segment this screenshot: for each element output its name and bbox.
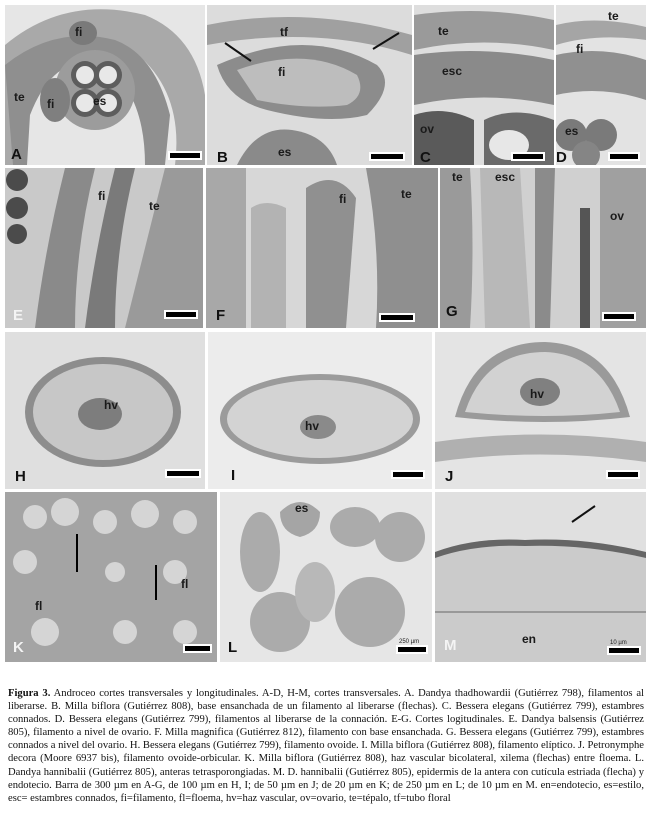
panel-a-label-fi-2: fi [47, 97, 55, 111]
panel-h-scale-bar [165, 469, 201, 478]
panel-h-label-hv: hv [104, 398, 119, 412]
panel-j [435, 332, 646, 489]
panel-k-scale-bar [183, 644, 212, 653]
panel-l-letter: L [228, 639, 238, 656]
panel-l-scale-bar [396, 645, 428, 654]
panel-i-letter: I [231, 467, 236, 484]
panel-b-label-fi: fi [278, 65, 286, 79]
panel-d-label-te: te [608, 9, 619, 23]
panel-g-letter: G [446, 303, 458, 320]
panel-m-scale-label: 10 µm [610, 640, 627, 646]
panel-c-letter: C [420, 149, 431, 165]
panel-a-label-es: es [93, 94, 107, 108]
panel-g-scale-bar [602, 312, 636, 321]
panel-j-label-hv: hv [530, 387, 545, 401]
panel-k [5, 492, 217, 662]
panel-b-scale-bar [369, 152, 405, 161]
panel-f [206, 168, 438, 328]
panel-d-scale-bar [608, 152, 640, 161]
panel-h [5, 332, 205, 489]
panel-d [556, 5, 646, 165]
panel-d-label-fi: fi [576, 42, 584, 56]
panel-m-letter: M [444, 637, 457, 654]
panel-g-label-esc: esc [495, 170, 516, 184]
panel-e-scale-bar [164, 310, 198, 319]
panel-a-letter: A [11, 146, 22, 163]
panel-e-letter: E [13, 307, 24, 324]
panel-c-label-ov: ov [420, 122, 435, 136]
panel-i-label-hv: hv [305, 419, 320, 433]
caption-label: Figura 3. [8, 688, 51, 699]
panel-e [5, 168, 203, 328]
panel-e-label-fi: fi [98, 189, 106, 203]
panel-c-label-te: te [438, 24, 449, 38]
panel-c [414, 5, 554, 165]
panel-k-label-fl-2: fl [181, 577, 189, 591]
panel-l [220, 492, 432, 662]
panel-h-letter: H [15, 468, 26, 485]
panel-g-label-te: te [452, 170, 463, 184]
panel-k-label-fl-1: fl [35, 599, 43, 613]
panel-b-letter: B [217, 149, 228, 165]
panel-c-scale-bar [511, 152, 545, 161]
panel-e-label-te: te [149, 199, 160, 213]
panel-b-label-es: es [278, 145, 292, 159]
panel-c-label-esc: esc [442, 64, 463, 78]
panel-a [5, 5, 205, 165]
panel-j-scale-bar [606, 470, 640, 479]
panel-g-label-ov: ov [610, 209, 625, 223]
panel-m-label-en: en [522, 632, 537, 646]
panel-g [440, 168, 646, 328]
panel-f-label-fi: fi [339, 192, 347, 206]
panel-l-label-es: es [295, 501, 309, 515]
panel-m [435, 492, 646, 662]
panel-b-label-tf: tf [280, 25, 288, 39]
figure-caption [8, 687, 644, 805]
caption-text: Androceo cortes transversales y longitudinales. A-D, H-M, cortes transversales. A. Dandya thadhowardii (Gutiérrez 798), filamentos al liberarse. B. Milla biflora (Gutiérrez 808), base ensanchada de un filamento al liberarse (flechas). C. Bessera elegans (Gutiérrez 799), estambres connados. D. Bessera elegans (Gutiérrez 799), filamentos al liberarse de la connación. E-G. Cortes logitudinales. E. Dandya balsensis (Gutiérrez 805), filamento a nivel de ovario. F. Milla magnifica (Gutiérrez 812), filamento con base ensanchada. G. Bessera elegans (Gutiérrez 799), estambres connados a nivel del ovario. H. Bessera elegans (Gutiérrez 799), filamento ovoide. I. Milla biflora (Gutiérrez 808), filamento elíptico. J. Petronymphe decora (Moore 6937 bis), filamento ovoide-orbicular. K. Milla biflora (Gutiérrez 808), haz vascular bicolateral, xilema (flechas) entre floema. L. Dandya hannibalii (Gutiérrez 805), anteras tetrasporongiadas. M. D. hannibalii (Gutiérrez 805), epidermis de la antera con cutícula estriada (flecha) y endotecio. Barra de 300 µm en A-G, de 100 µm en H, I; de 50 µm en J; de 20 µm en K; de 250 µm en L; de 10 µm en M. en=endotecio, es=estilo, esc= estambres connados, fi=filamento, fl=floema, hv=haz vascular, ov=ovario, te=tépalo, tf=tubo floral [8, 688, 644, 804]
panel-d-letter: D [556, 149, 567, 165]
panel-l-scale-label: 250 µm [399, 639, 420, 645]
panel-j-letter: J [445, 468, 454, 485]
panel-k-letter: K [13, 639, 24, 656]
panel-f-label-te: te [401, 187, 412, 201]
panel-f-scale-bar [379, 313, 415, 322]
panel-m-scale-bar [607, 646, 641, 655]
panel-a-label-fi-1: fi [75, 25, 83, 39]
panel-a-scale-bar [168, 151, 202, 160]
panel-b [207, 5, 412, 165]
panel-f-letter: F [216, 307, 226, 324]
panel-i [208, 332, 432, 489]
panel-a-label-te: te [14, 90, 25, 104]
panel-i-scale-bar [391, 470, 425, 479]
panel-d-label-es: es [565, 124, 579, 138]
